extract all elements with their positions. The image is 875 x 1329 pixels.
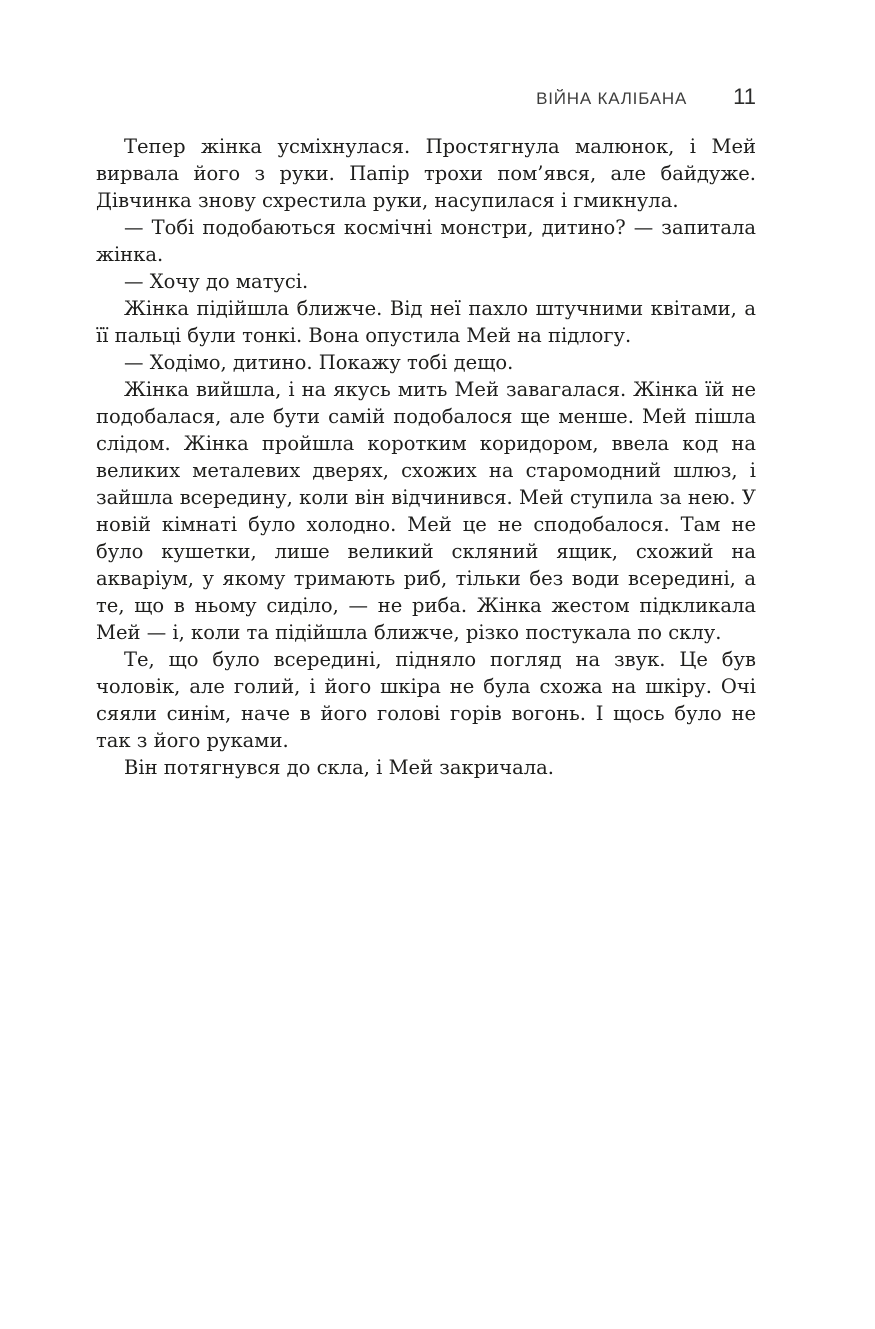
paragraph: Тепер жінка усміхнулася. Простягнула малюнок, і Мей вирвала його з руки. Папір трохи пом’явся, але байдуже. Дівчинка знову схрестила руки, насупилася і гмикнула. — [96, 135, 756, 212]
paragraph-dialogue: — Тобі подобаються космічні монстри, дитино? — запитала жінка. — [96, 216, 756, 266]
paragraph-dialogue: — Ходімо, дитино. Покажу тобі дещо. — [124, 351, 514, 374]
paragraph: Те, що було всередині, підняло погляд на звук. Це був чоловік, але голий, і його шкіра не була схожа на шкіру. Очі сяяли синім, наче в його голові горів вогонь. І щось було не так з його руками. — [96, 648, 756, 752]
page-number: 11 — [733, 84, 756, 109]
text-block — [96, 133, 756, 781]
paragraph-dialogue: — Хочу до матусі. — [124, 270, 309, 293]
paragraph: Він потягнувся до скла, і Мей закричала. — [124, 756, 554, 779]
running-title: ВІЙНА КАЛІБАНА — [536, 89, 688, 108]
paragraph: Жінка підійшла ближче. Від неї пахло штучними квітами, а її пальці були тонкі. Вона опустила Мей на підлогу. — [96, 297, 756, 347]
paragraph: Жінка вийшла, і на якусь мить Мей завагалася. Жінка їй не подобалася, але бути самій подобалося ще менше. Мей пішла слідом. Жінка пройшла коротким коридором, ввела код на великих металевих дверях, схожих на старомодний шлюз, і зайшла всередину, коли він відчинився. Мей ступила за нею. У новій кімнаті було холодно. Мей це не сподобалося. Там не було кушетки, лише великий скляний ящик, схожий на акваріум, у якому тримають риб, тільки без води всередині, а те, що в ньому сиділо, — не риба. Жінка жестом підкликала Мей — і, коли та підійшла ближче, різко постукала по склу. — [96, 378, 756, 644]
page-header — [96, 84, 756, 110]
